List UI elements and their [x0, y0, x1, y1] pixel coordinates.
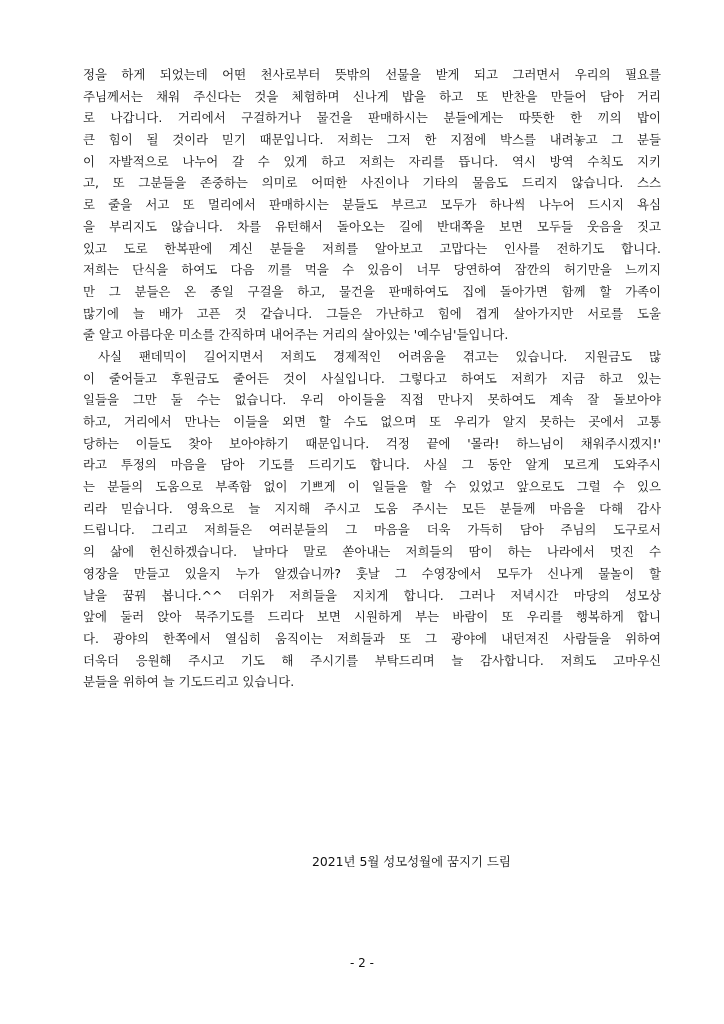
page-number: - 2 -	[350, 956, 374, 970]
paragraph-start-line: 사실 팬데믹이 길어지면서 저희도 경제적인 어려움을 겪고는 있습니다. 지원금도 많	[98, 348, 661, 364]
text-line: 드립니다. 그리고 저희들은 여러분들의 그 마음을 더욱 가득히 담아 주님의 도구로서	[83, 522, 661, 538]
text-line: 영장을 만들고 있을지 누가 알겠습니까? 훗날 그 수영장에서 모두가 신나게 물놀이 할	[83, 565, 661, 581]
text-line: 큰 힘이 될 것이라 믿기 때문입니다. 저희는 그저 한 지점에 박스를 내려놓고 그 분들	[83, 132, 661, 148]
text-line: 만 그 분들은 온 종일 구걸을 하고, 물건을 판매하여도 집에 돌아가면 함께 할 가족이	[83, 283, 661, 299]
text-line: 일들을 그만 둘 수는 없습니다. 우리 아이들을 직접 만나지 못하여도 계속 잘 돌보아야	[83, 392, 661, 408]
text-line: 고, 또 그분들을 존중하는 의미로 어떠한 사진이나 기타의 물음도 드리지 않습니다. 스스	[83, 175, 661, 191]
text-line: 많기에 늘 배가 고픈 것 같습니다. 그들은 가난하고 힘에 겹게 살아가지만 서로를 도울	[83, 305, 661, 321]
text-line: 주님께서는 채워 주신다는 것을 체험하며 신나게 밥을 하고 또 반찬을 만들어 담아 거리	[83, 88, 661, 104]
text-line: 날을 꿈꿔 봅니다.^^ 더위가 저희들을 지치게 합니다. 그러나 저녁시간 마당의 성모상	[83, 587, 661, 603]
paragraph-end-line: 분들을 위하여 늘 기도드리고 있습니다.	[83, 674, 295, 690]
text-line: 다. 광야의 한쪽에서 열심히 움직이는 저희들과 또 그 광야에 내던져진 사람들을 위하여	[83, 630, 661, 646]
text-line: 로 나갑니다. 거리에서 구걸하거나 물건을 판매하시는 분들에게는 따뜻한 한 끼의 밥이	[83, 110, 661, 126]
text-line: 을 부리지도 않습니다. 차를 유턴해서 돌아오는 길에 반대쪽을 보면 모두들 웃음을 짓고	[83, 218, 661, 234]
text-line: 리라 믿습니다. 영육으로 늘 지지해 주시고 도움 주시는 모든 분들께 마음을 다해 감사	[83, 500, 661, 516]
text-line: 앞에 둘러 앉아 묵주기도를 드리다 보면 시원하게 부는 바람이 또 우리를 행복하게 합니	[83, 609, 661, 625]
text-line: 는 분들의 도움으로 부족함 없이 기쁘게 이 일들을 할 수 있었고 앞으로도 그럴 수 있으	[83, 479, 661, 495]
text-line: 이 줄어들고 후원금도 줄어든 것이 사실입니다. 그렇다고 하여도 저희가 지금 하고 있는	[83, 370, 661, 386]
text-line: 로 줄을 서고 또 멀리에서 판매하시는 분들도 부르고 모두가 하나씩 나누어 드시지 욕심	[83, 197, 661, 213]
paragraph-end-line: 줄 알고 아름다운 미소를 간직하며 내어주는 거리의 살아있는 '예수님'들입니다.	[83, 327, 509, 343]
text-line: 의 삶에 헌신하겠습니다. 날마다 말로 쏟아내는 저희들의 땀이 하는 나라에서 멋진 수	[83, 544, 661, 560]
text-line: 라고 투정의 마음을 담아 기도를 드리기도 합니다. 사실 그 동안 알게 모르게 도와주시	[83, 457, 661, 473]
text-line: 더욱더 응원해 주시고 기도 해 주시기를 부탁드리며 늘 감사합니다. 저희도 고마우신	[83, 652, 661, 668]
signature-line: 2021년 5월 성모성월에 꿈지기 드림	[312, 854, 511, 869]
text-line: 이 자발적으로 나누어 갈 수 있게 하고 저희는 자리를 뜹니다. 역시 방역 수칙도 지키	[83, 153, 661, 169]
letter-body	[83, 64, 661, 693]
text-line: 있고 도로 한복판에 계신 분들을 저희를 알아보고 고맙다는 인사를 전하기도 합니다.	[83, 240, 661, 256]
text-line: 하고, 거리에서 만나는 이들을 외면 할 수도 없으며 또 우리가 알지 못하는 곳에서 고통	[83, 414, 661, 429]
text-line: 정을 하게 되었는데 어떤 천사로부터 뜻밖의 선물을 받게 되고 그러면서 우리의 필요를	[83, 67, 661, 82]
text-line: 당하는 이들도 찾아 보아야하기 때문입니다. 걱정 끝에 '몰라! 하느님이 채워주시겠지!'	[83, 435, 661, 451]
text-line: 저희는 단식을 하여도 다음 끼를 먹을 수 있음이 너무 당연하여 잠깐의 허기만을 느끼지	[83, 262, 661, 278]
